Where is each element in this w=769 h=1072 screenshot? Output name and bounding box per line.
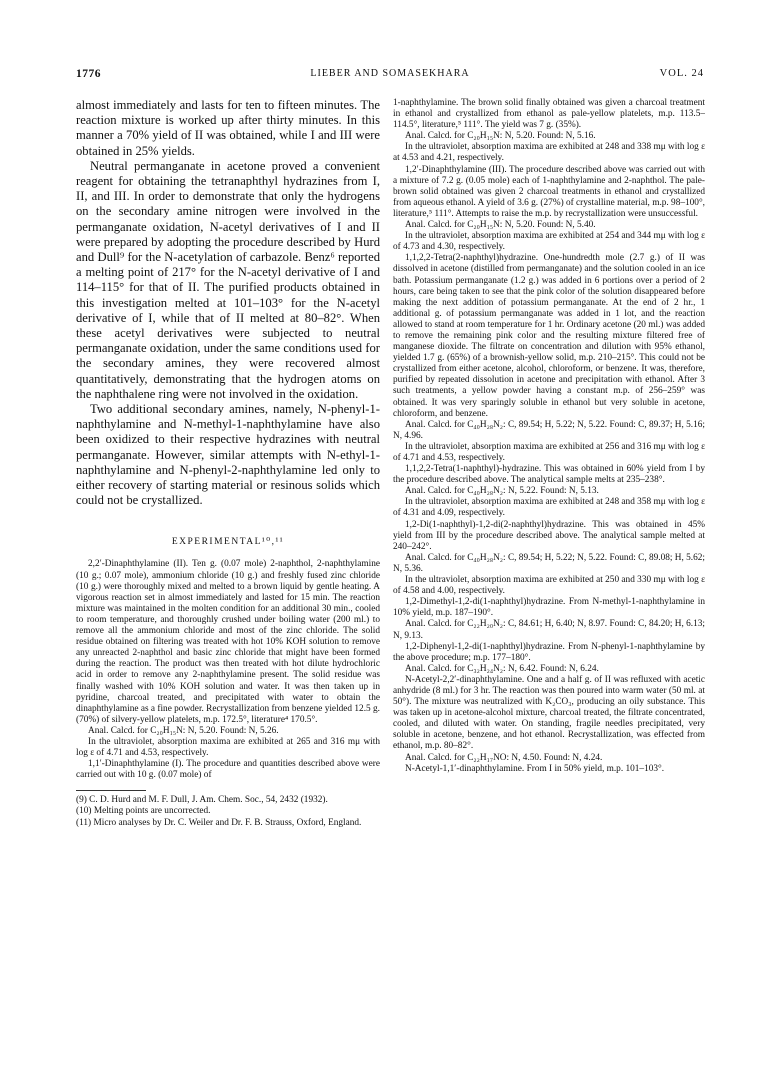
- right-column: [393, 98, 705, 1043]
- experimental-paragraph: N-Acetyl-1,1′-dinaphthylamine. From I in 50% yield, m.p. 101–103°.: [405, 763, 665, 774]
- footnote: (10) Melting points are uncorrected.: [76, 806, 211, 817]
- analysis-line: Anal. Calcd. for C₂₂H₂₀N₂: C, 84.61; H, 6.40; N, 8.97. Found: C, 84.20; H, 6.13; N, 9.13.: [393, 619, 705, 641]
- analysis-line: Anal. Calcd. for C₂₀H₁₅N: N, 5.20. Found: N, 5.16.: [405, 131, 596, 142]
- analysis-line: Anal. Calcd. for C₄₀H₂₈N₂: N, 5.22. Found: N, 5.13.: [405, 486, 599, 497]
- analysis-line: Anal. Calcd. for C₃₂H₂₄N₂: N, 6.42. Found: N, 6.24.: [405, 663, 599, 674]
- uv-paragraph: In the ultraviolet, absorption maxima are exhibited at 248 and 338 mμ with log ε at 4.53 and 4.21, respectively.: [393, 142, 705, 164]
- experimental-paragraph: 1,2-Di(1-naphthyl)-1,2-di(2-naphthyl)hydrazine. This was obtained in 45% yield from III by the procedure described above. The analytical sample melted at 240–242°.: [393, 519, 705, 552]
- footnote: (11) Micro analyses by Dr. C. Weiler and Dr. F. B. Strauss, Oxford, England.: [76, 817, 362, 828]
- experimental-paragraph: 1,1′-Dinaphthylamine (I). The procedure and quantities described above were carried out with 10 g. (0.07 mole) of: [76, 759, 380, 781]
- experimental-paragraph: N-Acetyl-2,2′-dinaphthylamine. One and a half g. of II was refluxed with acetic anhydride (8 ml.) for 3 hr. The reaction was then poured into warm water (50 ml. at 50°). The mixture was neutralized with K₂CO₃, producing an oily substance. This was taken up in acetone-alcohol mixture, charcoal treated, the filtrate concentrated, cooled, and diluted with water. On standing, fragile needles precipitated, very soluble in acetone, benzene, and hot ethanol. Recrystallization, was effected from ethanol, m.p. 80–82°.: [393, 674, 705, 752]
- uv-paragraph: In the ultraviolet, absorption maxima are exhibited at 265 and 316 mμ with log ε of 4.71 and 4.53, respectively.: [76, 736, 380, 759]
- analysis-line: Anal. Calcd. for C₄₀H₂₈N₂: C, 89.54; H, 5.22; N, 5.22. Found: C, 89.37; H, 5.16; N, 4.96.: [393, 419, 705, 441]
- analysis-line: Anal. Calcd. for C₄₀H₂₈N₂: C, 89.54; H, 5.22; N, 5.22. Found: C, 89.08; H, 5.62; N, 5.36.: [393, 552, 705, 574]
- running-title: LIEBER AND SOMASEKHARA: [310, 68, 470, 79]
- experimental-paragraph: 1,2-Diphenyl-1,2-di(1-naphthyl)hydrazine. From N-phenyl-1-naphthylamine by the above procedure; m.p. 177–180°.: [393, 641, 705, 663]
- uv-paragraph: In the ultraviolet, absorption maxima are exhibited at 248 and 358 mμ with log ε of 4.31 and 4.09, respectively.: [393, 497, 705, 519]
- experimental-paragraph: 1,2′-Dinaphthylamine (III). The procedure described above was carried out with a mixture of 7.2 g. (0.05 mole) each of 1-naphthylamine and 2-naphthol. The pale-brown solid obtained was given 2 charcoal treatments in ethanol and crystallized from aqueous ethanol. A yield of 3.6 g. (27%) of crystalline material, m.p. 98–100°, literature,⁵ 111°. Attempts to raise the m.p. by recrystallization were unsuccessful.: [393, 164, 705, 219]
- uv-paragraph: In the ultraviolet, absorption maxima are exhibited at 256 and 316 mμ with log ε of 4.71 and 4.53, respectively.: [393, 441, 705, 463]
- body-paragraph: almost immediately and lasts for ten to fifteen minutes. The reaction mixture is worked up after thirty minutes. In this manner a 70% yield of II was obtained, while I and III were obtained in 25% yields.: [76, 98, 380, 158]
- uv-paragraph: In the ultraviolet, absorption maxima are exhibited at 254 and 344 mμ with log ε of 4.73 and 4.30, respectively.: [393, 231, 705, 253]
- footnote-divider: [76, 790, 146, 791]
- volume-label: VOL. 24: [659, 68, 704, 79]
- analysis-line: Anal. Calcd. for C₂₀H₁₅N: N, 5.20. Found: N, 5.40.: [405, 220, 596, 231]
- experimental-paragraph: 1,1,2,2-Tetra(1-naphthyl)-hydrazine. This was obtained in 60% yield from I by the procedure described above. The analytical sample melts at 235–238°.: [393, 464, 705, 486]
- experimental-paragraph: 1,2-Dimethyl-1,2-di(1-naphthyl)hydrazine. From N-methyl-1-naphthylamine in 10% yield, m.p. 187–190°.: [393, 597, 705, 619]
- left-column: [76, 98, 380, 1043]
- footnote: (9) C. D. Hurd and M. F. Dull, J. Am. Chem. Soc., 54, 2432 (1932).: [76, 795, 328, 806]
- experimental-paragraph: 1-naphthylamine. The brown solid finally obtained was given a charcoal treatment in ethanol and crystallized from ethanol as pale-yellow platelets, m.p. 113.5–114.5°, literature,⁵ 111°. The yield was 7 g. (35%).: [393, 98, 705, 131]
- uv-paragraph: In the ultraviolet, absorption maxima are exhibited at 250 and 330 mμ with log ε of 4.58 and 4.00, respectively.: [393, 575, 705, 597]
- body-paragraph: Neutral permanganate in acetone proved a convenient reagent for obtaining the tetranaphthyl hydrazines from I, II, and III. In order to demonstrate that only the hydrogens on the secondary amine nitrogen were involved in the permanganate oxidation, N-acetyl derivatives of I and II were prepared by adopting the procedure described by Hurd and Dull⁹ for the N-acetylation of carbazole. Benz⁶ reported a melting point of 217° for the N-acetyl derivative of I and 114–115° for that of II. The purified products obtained in this investigation melted at 101–103° for the N-acetyl derivative of I, while that of II melted at 80–82°. When these acetyl derivatives were subjected to neutral permanganate oxidation, under the same conditions used for the secondary amines, they were recovered almost quantitatively, demonstrating that the hydrogen atoms on the naphthalene ring were not involved in the oxidation.: [76, 158, 380, 401]
- running-header: [76, 68, 704, 84]
- page-number: 1776: [76, 68, 101, 80]
- body-paragraph: Two additional secondary amines, namely, N-phenyl-1-naphthylamine and N-methyl-1-naphthylamine have also been oxidized to their respective hydrazines with neutral permanganate. However, similar attempts with N-ethyl-1-naphthylamine and N-phenyl-2-naphthylamine led only to either recovery of starting material or resinous solids which could not be crystallized.: [76, 402, 380, 508]
- analysis-line: Anal. Calcd. for C₂₀H₁₅N: N, 5.20. Found: N, 5.26.: [88, 725, 279, 736]
- experimental-paragraph: 2,2′-Dinaphthylamine (II). Ten g. (0.07 mole) 2-naphthol, 2-naphthylamine (10 g.; 0.07 mole), ammonium chloride (10 g.) and freshly fused zinc chloride (10 g.) were thoroughly mixed and melted to a brown liquid by gentle heating. A vigorous reaction set in almost immediately and lasted for 15 min. The reaction mixture was maintained in the molten condition for an additional 30 min., cooled to room temperature, and thoroughly crushed under boiling water (200 ml.) to remove all the ammonium chloride and most of the zinc chloride. The solid residue obtained on filtering was treated with hot 10% KOH solution to remove any unreacted 2-naphthol and basic zinc chloride that might have been formed during the reaction. The product was then treated with hot dilute hydrochloric acid in order to remove any 2-naphthylamine present. The solid residue was finally washed with 10% KOH solution and water. It was then taken up in pyridine, charcoal treated, and precipitated with water to obtain the dinaphthylamine as a fine powder. Recrystallization from benzene yielded 12.5 g. (70%) of silvery-yellow platelets, m.p. 172.5°, literature⁴ 170.5°.: [76, 559, 380, 725]
- experimental-heading: EXPERIMENTAL¹⁰,¹¹: [171, 537, 285, 548]
- experimental-paragraph: 1,1,2,2-Tetra(2-naphthyl)hydrazine. One-hundredth mole (2.7 g.) of II was dissolved in acetone (distilled from permanganate) and the solution cooled in an ice bath. Potassium permanganate (1.2 g.) was added in 6 portions over a period of 2 hours, care being taken to see that the pink color of the solution disappeared before making the next addition of potassium permanganate. At the end of 2 hr., 1 additional g. of potassium permanganate was added in 1 lot, and the reaction allowed to stand at room temperature for 1 hr. Ordinary acetone (20 ml.) was added to remove the remaining pink color and the resulting mixture filtered free of manganese dioxide. The filtrate on concentration and dilution with 95% ethanol, yielded 1.7 g. (65%) of a brownish-yellow solid, m.p. 210–215°. This could not be crystallized from either acetone, alcohol, chloroform, or benzene. It was, therefore, purified by repeated dissolution in acetone and precipitation with ethanol. After 3 such treatments, a yellow powder having a constant m.p. of 256–259° was obtained. It was very sparingly soluble in ethanol but very soluble in acetone, chloroform, and benzene.: [393, 253, 705, 419]
- analysis-line: Anal. Calcd. for C₂₂H₁₇NO: N, 4.50. Found: N, 4.24.: [405, 752, 603, 763]
